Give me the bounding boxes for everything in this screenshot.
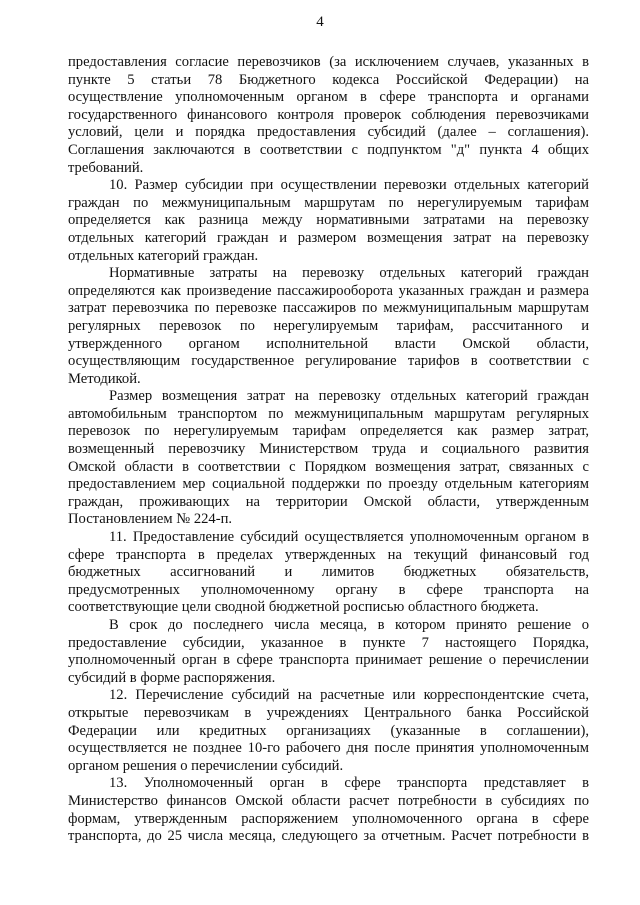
- text-line: предусмотренных уполномоченному органу в сфере транспорта на: [68, 581, 589, 598]
- paragraph: [68, 177, 589, 265]
- text-line: 13. Уполномоченный орган в сфере транспорта представляет в: [109, 775, 589, 792]
- text-line: уполномоченный орган в сфере транспорта принимает решение о перечислении: [68, 652, 589, 669]
- text-line: Постановлением № 224-п.: [68, 511, 233, 528]
- text-line: граждан, проживающих на территории Омской области, утвержденным: [68, 493, 589, 510]
- text-line: Нормативные затраты на перевозку отдельных категорий граждан: [109, 265, 589, 282]
- text-line: 10. Размер субсидии при осуществлении перевозки отдельных категорий: [109, 177, 589, 194]
- paragraph: [68, 529, 589, 617]
- paragraph: [68, 388, 589, 529]
- text-line: открытые перевозчикам в учреждениях Центрального банка Российской: [68, 704, 589, 721]
- text-line: пункте 5 статьи 78 Бюджетного кодекса Российской Федерации) на: [68, 71, 589, 88]
- text-line: бюджетных ассигнований и лимитов бюджетных обязательств,: [68, 564, 589, 581]
- text-line: отдельных категорий граждан.: [68, 247, 259, 264]
- text-line: Омской области в соответствии с Порядком возмещения затрат, связанных с: [68, 458, 589, 475]
- text-line: В срок до последнего числа месяца, в котором принято решение о: [109, 617, 589, 633]
- text-line: органом решения о перечислении субсидий.: [68, 757, 344, 774]
- text-line: государственного финансового контроля проверок соблюдения перевозчиками: [68, 106, 589, 123]
- text-line: Соглашения заключаются в соответствии с подпунктом "д" пункта 4 общих: [68, 141, 589, 158]
- text-line: осуществляющим государственное регулирование тарифов в соответствии с: [68, 353, 589, 370]
- text-line: автомобильным транспортом по межмуниципальным маршрутам регулярных: [68, 405, 589, 422]
- text-line: Методикой.: [68, 370, 141, 387]
- text-line: требований.: [68, 159, 144, 176]
- text-line: условий, цели и порядка предоставления субсидий (далее – соглашения).: [68, 124, 589, 141]
- text-line: формам, утвержденным распоряжением уполномоченного органа в сфере: [68, 810, 589, 827]
- text-line: Размер возмещения затрат на перевозку отдельных категорий граждан: [109, 388, 589, 405]
- paragraph: [68, 775, 589, 845]
- text-line: транспорта, до 25 числа месяца, следующего за отчетным. Расчет потребности в: [68, 828, 589, 845]
- text-line: затрат перевозчика по перевозке пассажиров по межмуниципальным маршрутам: [68, 300, 589, 317]
- text-line: осуществление уполномоченным органом в сфере транспорта и органами: [68, 89, 589, 106]
- text-line: предоставления согласие перевозчиков (за исключением случаев, указанных в: [68, 54, 589, 70]
- paragraph: [68, 687, 589, 775]
- text-line: граждан по межмуниципальным маршрутам по нерегулируемым тарифам: [68, 194, 589, 211]
- text-line: определяются как произведение пассажирооборота указанных граждан и размера: [68, 282, 589, 299]
- text-line: 11. Предоставление субсидий осуществляется уполномоченным органом в: [109, 529, 589, 546]
- text-line: перевозок по нерегулируемым тарифам определяется как размер затрат,: [68, 423, 589, 440]
- page-number: 4: [316, 14, 324, 30]
- text-line: сфере транспорта в пределах утвержденных на текущий финансовый год: [68, 546, 589, 563]
- paragraph: [68, 617, 589, 687]
- text-line: соответствующие цели сводной бюджетной росписью областного бюджета.: [68, 599, 539, 616]
- text-line: предоставлением мер социальной поддержки по проезду отдельным категориям: [68, 476, 589, 493]
- text-line: осуществляется не позднее 10-го рабочего дня после принятия уполномоченным: [68, 740, 589, 757]
- text-line: 12. Перечисление субсидий на расчетные или корреспондентские счета,: [109, 687, 589, 704]
- paragraph: [68, 54, 589, 177]
- text-line: предоставление субсидии, указанное в пункте 7 настоящего Порядка,: [68, 634, 589, 651]
- text-line: утвержденного органом исполнительной власти Омской области,: [68, 335, 589, 352]
- text-line: Федерации или кредитных организациях (указанные в соглашении),: [68, 722, 589, 739]
- text-line: возмещенный перевозчику Министерством труда и социального развития: [68, 441, 589, 458]
- text-line: определяется как разница между нормативными затратами на перевозку: [68, 212, 589, 229]
- text-line: отдельных категорий граждан и размером возмещения затрат на перевозку: [68, 229, 589, 246]
- text-line: Министерство финансов Омской области расчет потребности в субсидиях по: [68, 792, 589, 809]
- text-line: субсидий в форме распоряжения.: [68, 669, 276, 686]
- document-body: [68, 54, 589, 846]
- text-line: регулярных перевозок по нерегулируемым тарифам, рассчитанного и: [68, 317, 589, 334]
- paragraph: [68, 265, 589, 388]
